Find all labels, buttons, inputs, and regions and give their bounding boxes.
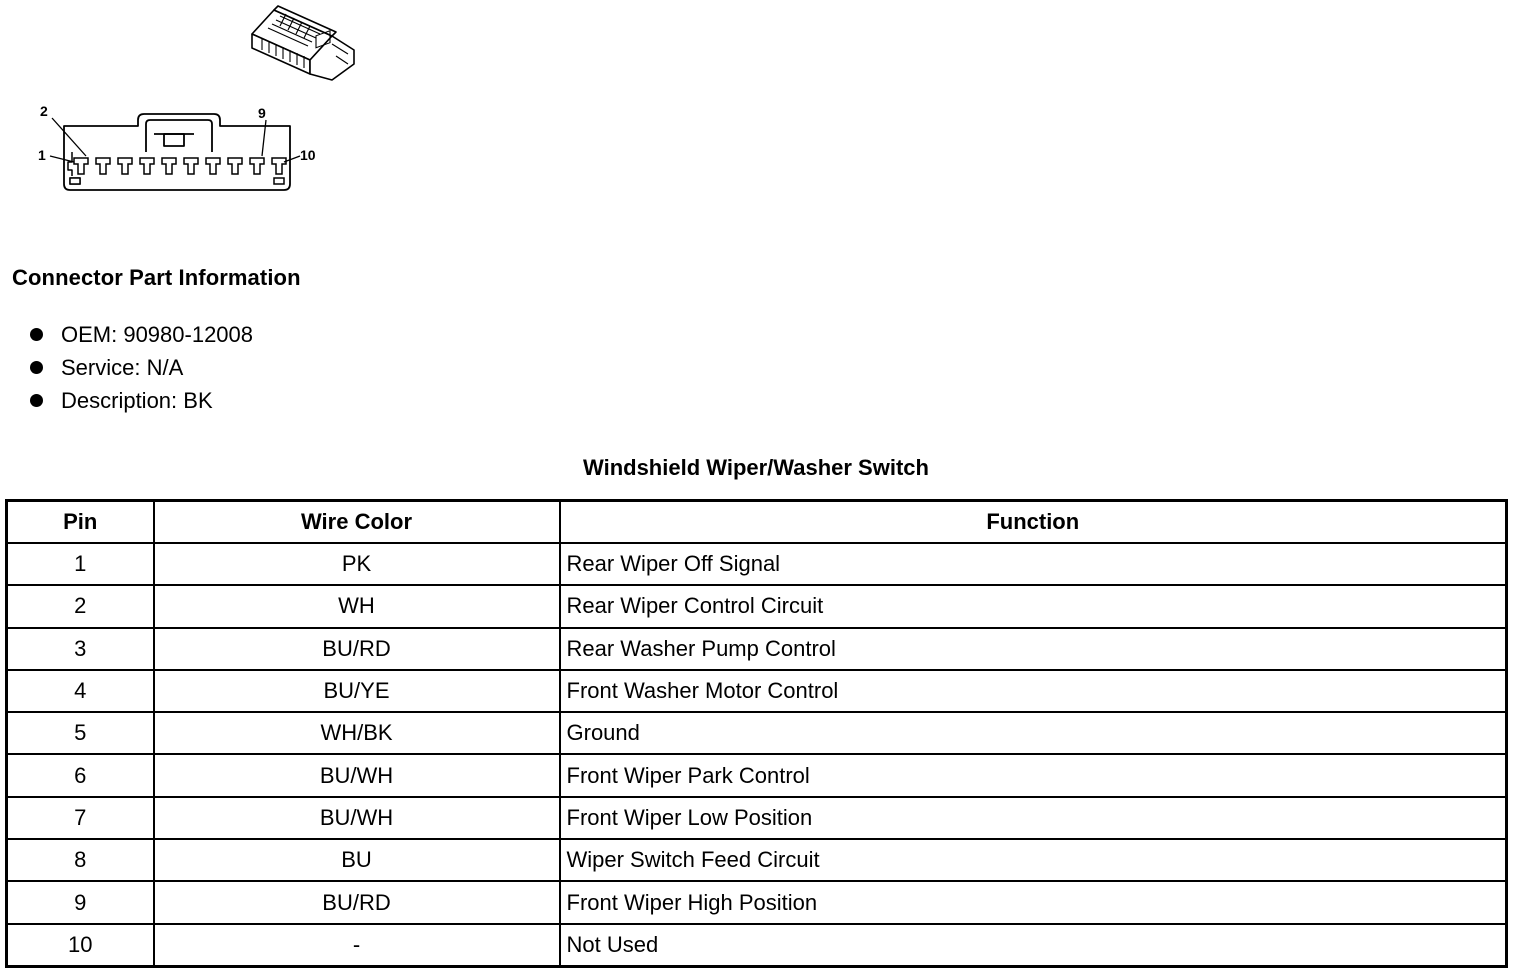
header-function: Function: [560, 501, 1507, 544]
cell-pin: 5: [7, 712, 154, 754]
cell-wire-color: BU/RD: [154, 628, 560, 670]
table-header-row: [7, 501, 1507, 544]
cell-wire-color: BU/WH: [154, 797, 560, 839]
cell-wire-color: -: [154, 924, 560, 967]
info-item-text: Description: BK: [61, 387, 213, 413]
cell-function: Rear Wiper Control Circuit: [560, 585, 1507, 627]
bullet-icon: [30, 394, 43, 407]
cell-function: Front Wiper Park Control: [560, 754, 1507, 796]
cell-function: Not Used: [560, 924, 1507, 967]
header-pin: Pin: [7, 501, 154, 544]
cell-pin: 1: [7, 543, 154, 585]
cell-pin: 6: [7, 754, 154, 796]
info-item-oem: [26, 318, 253, 351]
table-row: [7, 754, 1507, 796]
table-row: [7, 924, 1507, 967]
cell-pin: 7: [7, 797, 154, 839]
cell-pin: 8: [7, 839, 154, 881]
table-row: [7, 797, 1507, 839]
connector-3d-illustration: [244, 4, 360, 86]
bullet-icon: [30, 328, 43, 341]
connector-info-title: Connector Part Information: [12, 265, 301, 290]
cell-wire-color: WH: [154, 585, 560, 627]
cell-pin: 4: [7, 670, 154, 712]
cell-wire-color: BU: [154, 839, 560, 881]
table-title: Windshield Wiper/Washer Switch: [583, 455, 929, 480]
cell-function: Front Washer Motor Control: [560, 670, 1507, 712]
cell-pin: 2: [7, 585, 154, 627]
cell-pin: 9: [7, 881, 154, 923]
connector-face-diagram: [34, 100, 334, 200]
pin-label-2: 2: [40, 103, 48, 119]
info-item-text: OEM: 90980-12008: [61, 321, 254, 347]
cell-wire-color: WH/BK: [154, 712, 560, 754]
pinout-table: [5, 499, 1508, 968]
info-item-description: [26, 384, 253, 417]
cell-function: Rear Wiper Off Signal: [560, 543, 1507, 585]
cell-wire-color: BU/YE: [154, 670, 560, 712]
cell-pin: 10: [7, 924, 154, 967]
info-item-text: Service: N/A: [61, 354, 184, 380]
table-row: [7, 881, 1507, 923]
bullet-icon: [30, 361, 43, 374]
cell-function: Wiper Switch Feed Circuit: [560, 839, 1507, 881]
cell-wire-color: BU/WH: [154, 754, 560, 796]
table-row: [7, 628, 1507, 670]
cell-wire-color: PK: [154, 543, 560, 585]
pin-label-1: 1: [38, 147, 46, 163]
cell-function: Front Wiper Low Position: [560, 797, 1507, 839]
table-row: [7, 839, 1507, 881]
table-row: [7, 543, 1507, 585]
info-item-service: [26, 351, 253, 384]
cell-function: Ground: [560, 712, 1507, 754]
table-row: [7, 712, 1507, 754]
cell-wire-color: BU/RD: [154, 881, 560, 923]
table-row: [7, 585, 1507, 627]
cell-function: Rear Washer Pump Control: [560, 628, 1507, 670]
pin-label-10: 10: [300, 147, 316, 163]
connector-info-list: [26, 318, 253, 417]
header-wire-color: Wire Color: [154, 501, 560, 544]
pin-label-9: 9: [258, 105, 266, 121]
table-row: [7, 670, 1507, 712]
cell-pin: 3: [7, 628, 154, 670]
cell-function: Front Wiper High Position: [560, 881, 1507, 923]
